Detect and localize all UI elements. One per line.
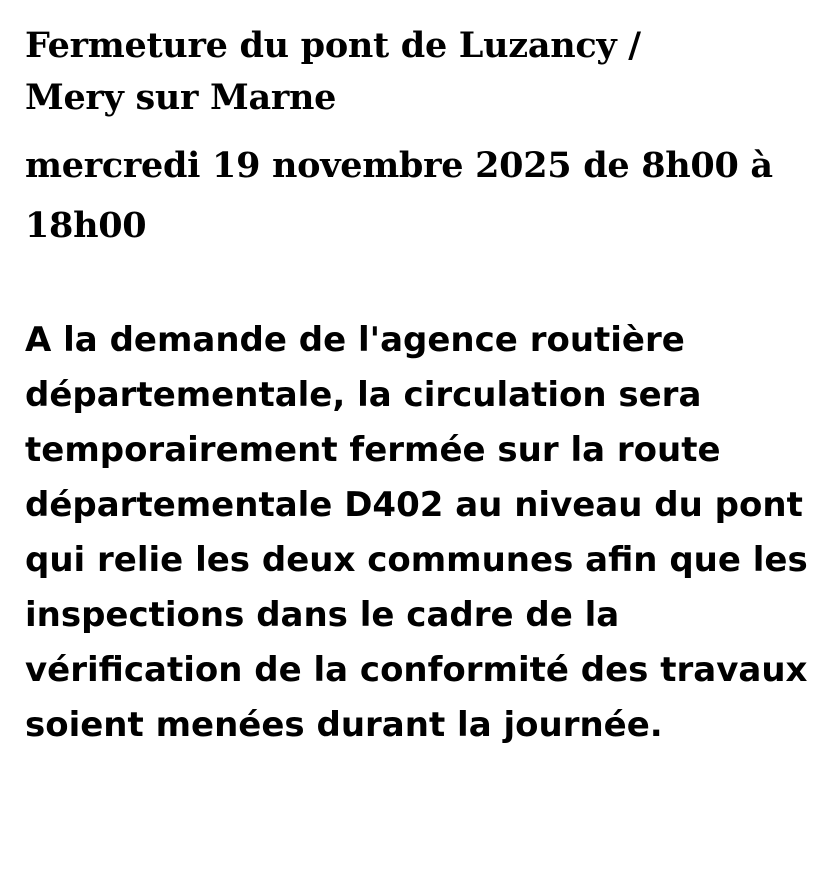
notice-title bbox=[25, 20, 805, 124]
notice-date: mercredi 19 novembre 2025 de 8h00 à 18h00 bbox=[25, 145, 773, 246]
notice bbox=[25, 20, 808, 753]
notice-body: A la demande de l'agence routière départementale, la circulation sera temporairement fermée sur la route départementale D402 au niveau du pont qui relie les deux communes afin que les inspections dans le cadre de la vérification de la conformité des travaux soient menées durant la journée. bbox=[25, 320, 808, 745]
notice-title-line-1: Fermeture du pont de Luzancy / bbox=[25, 25, 641, 66]
notice-title-line-2: Mery sur Marne bbox=[25, 77, 337, 118]
